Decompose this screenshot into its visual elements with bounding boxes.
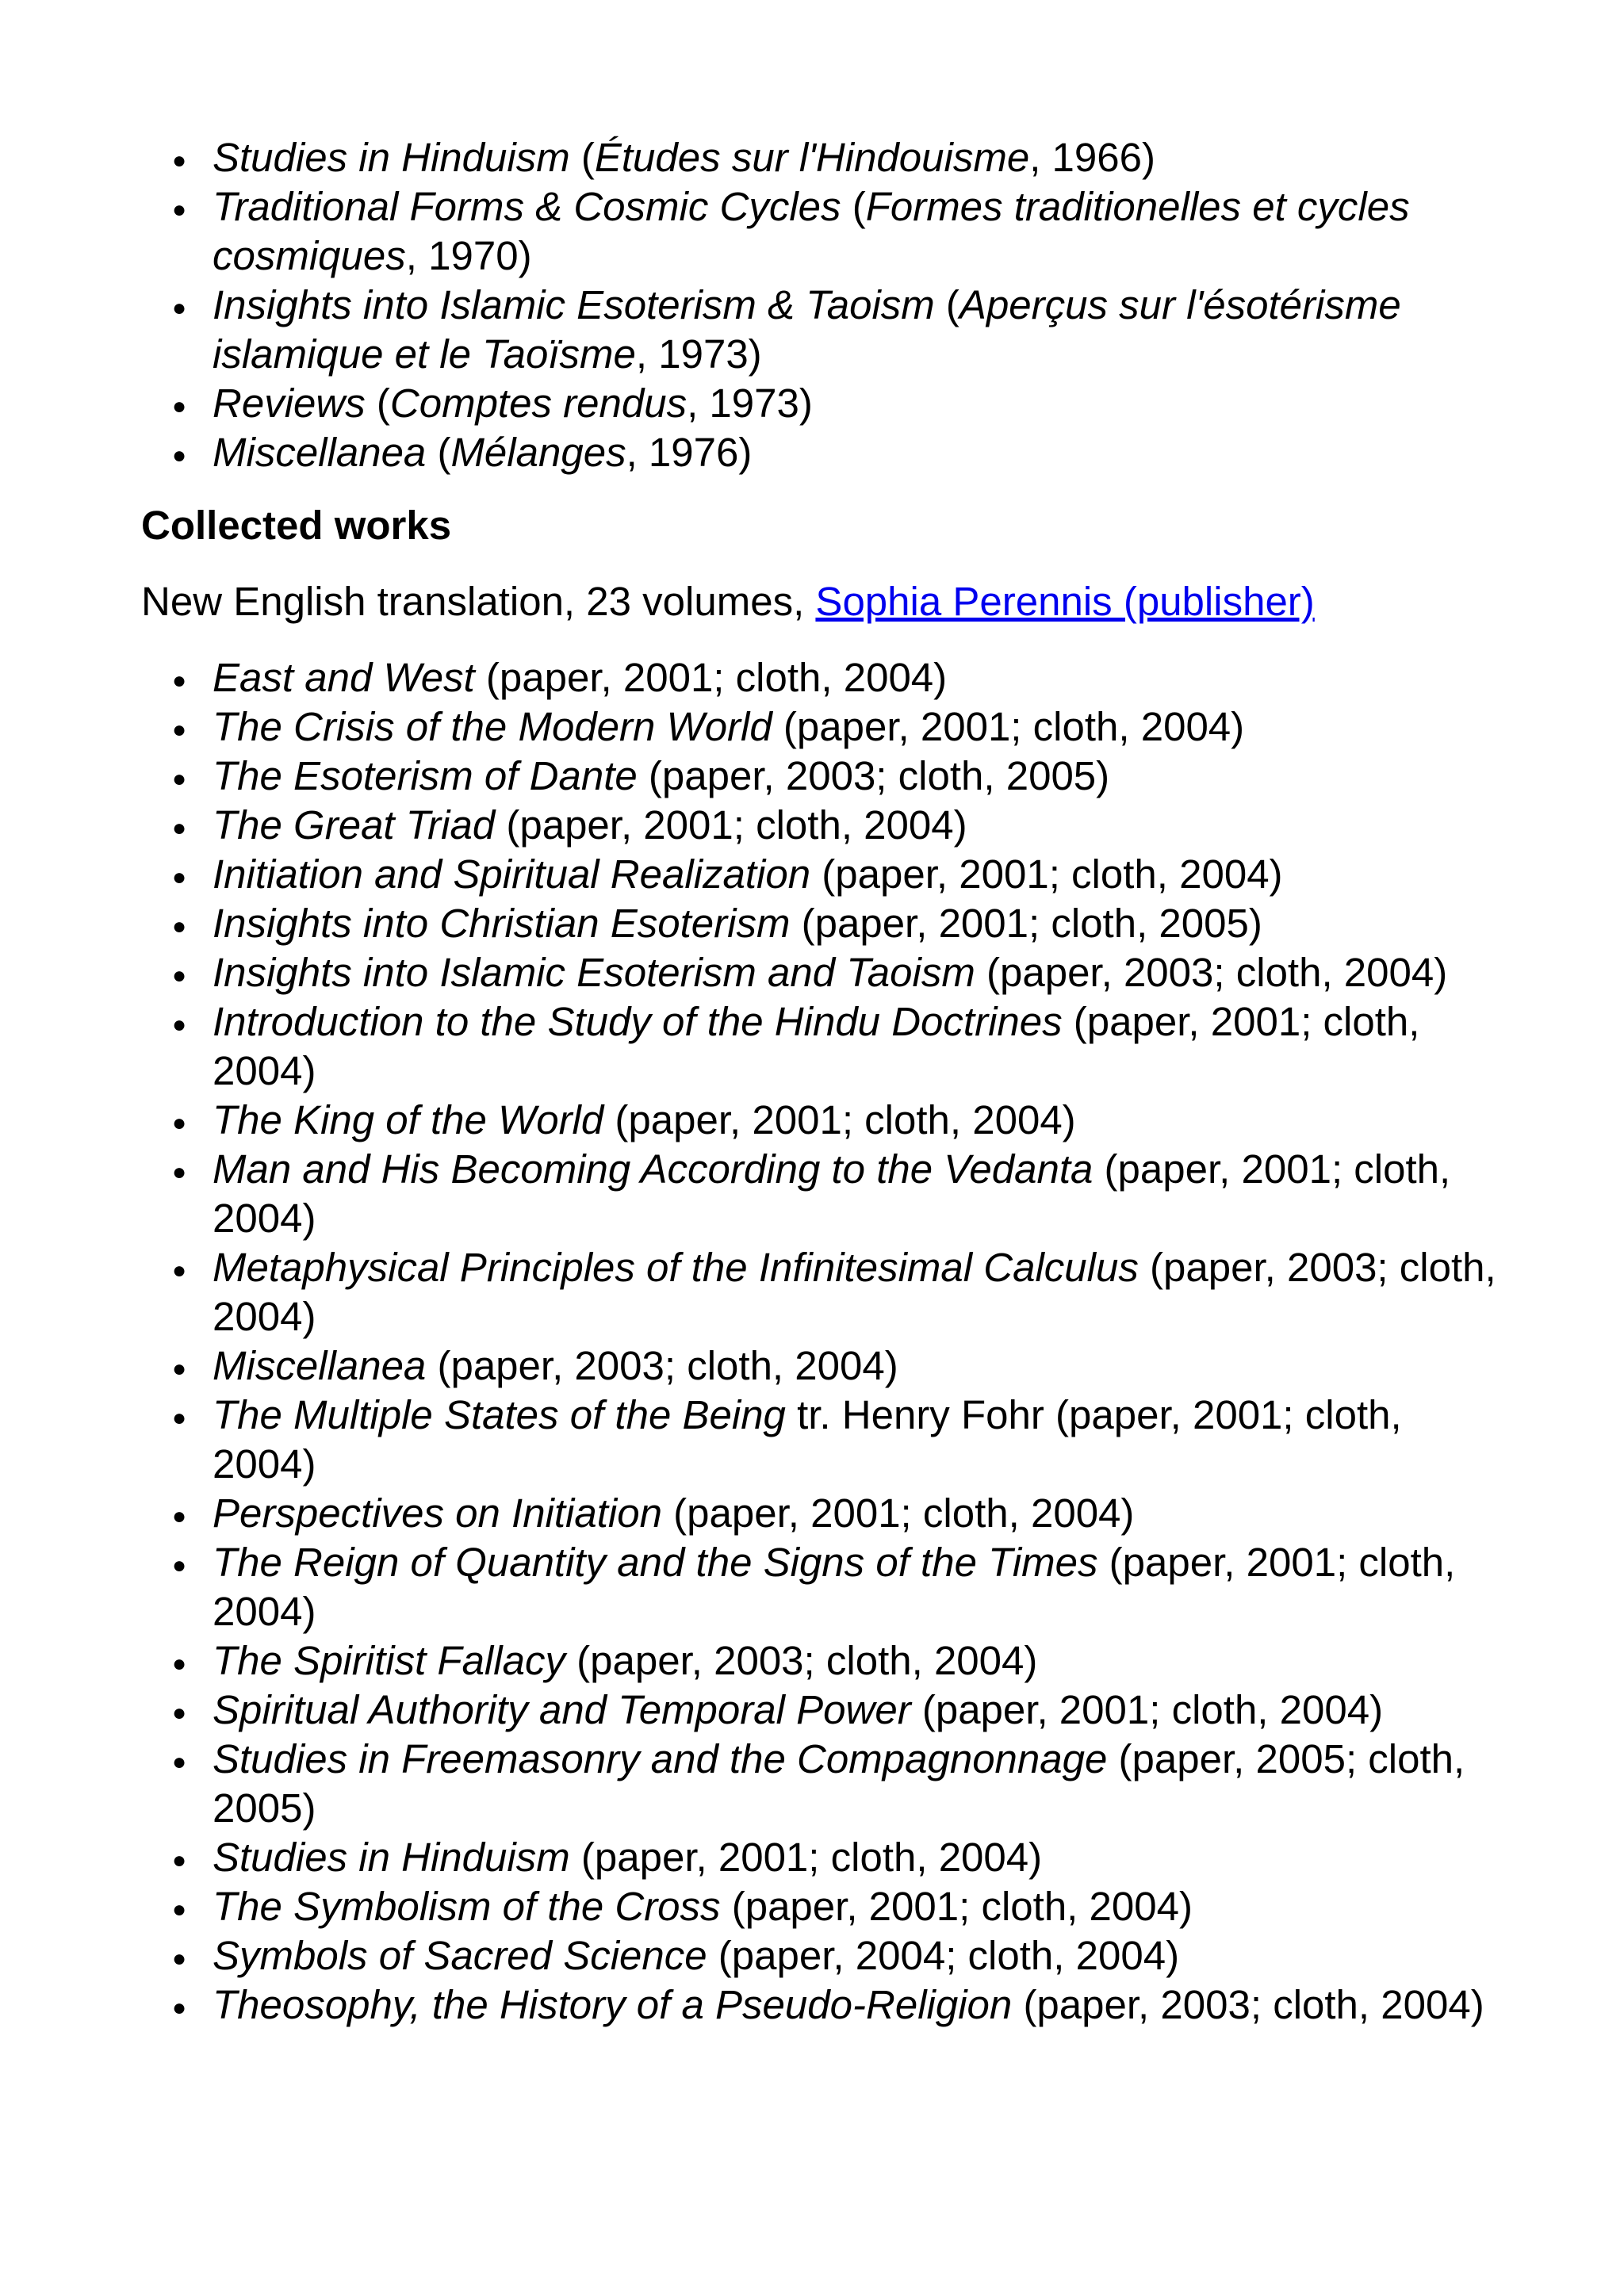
- document-page: [141, 133, 1505, 2030]
- plain-text: (: [569, 135, 595, 180]
- edition-details: (paper, 2001; cloth, 2004): [810, 851, 1283, 897]
- edition-details: (paper, 2001; cloth, 2004): [213, 999, 1420, 1093]
- book-title: Symbols of Sacred Science: [213, 1933, 707, 1978]
- list-item: [141, 1980, 1505, 2030]
- book-title: Perspectives on Initiation: [213, 1490, 662, 1536]
- plain-text: (: [426, 430, 451, 475]
- edition-details: (paper, 2001; cloth, 2004): [213, 1146, 1451, 1241]
- book-title: Initiation and Spiritual Realization: [213, 851, 811, 897]
- list-item: [141, 428, 1505, 477]
- list-item: [141, 1735, 1505, 1833]
- italic-title: Formes traditionelles et cycles cosmiques: [213, 184, 1410, 278]
- edition-details: (paper, 2003; cloth, 2004): [975, 950, 1448, 995]
- list-item: [141, 948, 1505, 997]
- section-heading-collected-works: Collected works: [141, 503, 452, 548]
- edition-details: (paper, 2001; cloth, 2004): [603, 1097, 1076, 1142]
- bullet-icon: ●: [171, 913, 187, 939]
- list-item: [141, 1243, 1505, 1341]
- book-title: Metaphysical Principles of the Infinitesimal Calculus: [213, 1245, 1139, 1290]
- list-item: [141, 1538, 1505, 1636]
- italic-title: Comptes rendus: [389, 381, 688, 426]
- bullet-icon: ●: [171, 393, 187, 419]
- list-item: [141, 1341, 1505, 1391]
- plain-text: (: [365, 381, 390, 426]
- plain-text: (: [934, 282, 959, 327]
- edition-details: (paper, 2003; cloth, 2004): [426, 1343, 898, 1388]
- book-title: The Multiple States of the Being: [213, 1392, 786, 1437]
- bullet-icon: ●: [171, 1946, 187, 1972]
- book-title: Spiritual Authority and Temporal Power: [213, 1687, 911, 1732]
- plain-text: , 1973): [687, 381, 813, 426]
- bullet-icon: ●: [171, 1749, 187, 1775]
- book-title: The King of the World: [213, 1097, 604, 1142]
- plain-text: , 1973): [635, 331, 762, 377]
- edition-details: (paper, 2003; cloth, 2004): [1012, 1982, 1484, 2027]
- bullet-icon: ●: [171, 147, 187, 174]
- list-item: [141, 1931, 1505, 1980]
- edition-details: (paper, 2003; cloth, 2005): [637, 753, 1110, 798]
- bullet-icon: ●: [171, 766, 187, 792]
- bullet-icon: ●: [171, 295, 187, 321]
- bullet-icon: ●: [171, 815, 187, 841]
- plain-text: , 1976): [626, 430, 753, 475]
- collected-works-intro: [141, 577, 1505, 626]
- edition-details: (paper, 2001; cloth, 2004): [495, 802, 967, 848]
- list-item: [141, 1882, 1505, 1931]
- plain-text: , 1970): [405, 233, 532, 278]
- bullet-icon: ●: [171, 1700, 187, 1726]
- bullet-icon: ●: [171, 1503, 187, 1529]
- edition-details: (paper, 2001; cloth, 2005): [790, 901, 1262, 946]
- book-title: Studies in Hinduism: [213, 1835, 570, 1880]
- list-item: [141, 1391, 1505, 1489]
- bullet-icon: ●: [171, 1257, 187, 1284]
- bullet-icon: ●: [171, 668, 187, 694]
- italic-title: Mélanges: [450, 430, 626, 475]
- italic-title: Insights into Islamic Esoterism & Taoism: [213, 282, 935, 327]
- edition-details: (paper, 2001; cloth, 2004): [772, 704, 1245, 749]
- bullet-icon: ●: [171, 197, 187, 223]
- book-title: Miscellanea: [213, 1343, 427, 1388]
- intro-text: New English translation, 23 volumes,: [141, 579, 816, 624]
- bullet-icon: ●: [171, 717, 187, 743]
- list-item: [141, 182, 1505, 281]
- bullet-icon: ●: [171, 1159, 187, 1185]
- bullet-icon: ●: [171, 1405, 187, 1431]
- book-title: Studies in Freemasonry and the Compagnonnage: [213, 1736, 1108, 1781]
- list-item: [141, 1833, 1505, 1882]
- book-title: The Symbolism of the Cross: [213, 1884, 721, 1929]
- edition-details: (paper, 2001; cloth, 2004): [720, 1884, 1193, 1929]
- edition-details: (paper, 2001; cloth, 2004): [910, 1687, 1384, 1732]
- list-item: [141, 281, 1505, 379]
- edition-details: (paper, 2001; cloth, 2004): [474, 655, 948, 700]
- edition-details: (paper, 2001; cloth, 2004): [661, 1490, 1135, 1536]
- bullet-icon: ●: [171, 1012, 187, 1038]
- bullet-icon: ●: [171, 864, 187, 890]
- edition-details: tr. Henry Fohr (paper, 2001; cloth, 2004): [213, 1392, 1402, 1487]
- plain-text: (: [841, 184, 866, 229]
- book-title: East and West: [213, 655, 475, 700]
- edition-details: (paper, 2003; cloth, 2004): [565, 1638, 1038, 1683]
- edition-details: (paper, 2005; cloth, 2005): [213, 1736, 1465, 1831]
- list-item: [141, 1636, 1505, 1686]
- list-item: [141, 1145, 1505, 1243]
- list-item: [141, 702, 1505, 752]
- bullet-icon: ●: [171, 1651, 187, 1677]
- edition-details: (paper, 2004; cloth, 2004): [707, 1933, 1180, 1978]
- edition-details: (paper, 2003; cloth, 2004): [213, 1245, 1496, 1339]
- italic-title: Études sur l'Hindouisme: [594, 135, 1030, 180]
- book-title: The Esoterism of Dante: [213, 753, 638, 798]
- list-item: [141, 752, 1505, 801]
- book-title: Insights into Islamic Esoterism and Taoism: [213, 950, 975, 995]
- list-item: [141, 379, 1505, 428]
- book-title: Introduction to the Study of the Hindu Doctrines: [213, 999, 1063, 1044]
- italic-title: Aperçus sur l'ésotérisme islamique et le Taoïsme: [213, 282, 1401, 377]
- book-title: Theosophy, the History of a Pseudo-Religion: [213, 1982, 1013, 2027]
- italic-title: Traditional Forms & Cosmic Cycles: [213, 184, 841, 229]
- list-item: [141, 1489, 1505, 1538]
- french-works-list: [141, 133, 1505, 477]
- list-item: [141, 997, 1505, 1096]
- list-item: [141, 1686, 1505, 1735]
- bullet-icon: ●: [171, 1110, 187, 1136]
- collected-works-list: [141, 653, 1505, 2030]
- bullet-icon: ●: [171, 1847, 187, 1873]
- bullet-icon: ●: [171, 1552, 187, 1578]
- list-item: [141, 801, 1505, 850]
- book-title: Man and His Becoming According to the Vedanta: [213, 1146, 1094, 1192]
- list-item: [141, 899, 1505, 948]
- italic-title: Studies in Hinduism: [213, 135, 570, 180]
- book-title: The Crisis of the Modern World: [213, 704, 772, 749]
- book-title: The Great Triad: [213, 802, 496, 848]
- publisher-link[interactable]: Sophia Perennis (publisher): [815, 579, 1315, 624]
- list-item: [141, 850, 1505, 899]
- list-item: [141, 1096, 1505, 1145]
- list-item: [141, 653, 1505, 702]
- italic-title: Reviews: [213, 381, 366, 426]
- book-title: The Spiritist Fallacy: [213, 1638, 565, 1683]
- bullet-icon: ●: [171, 442, 187, 469]
- book-title: Insights into Christian Esoterism: [213, 901, 791, 946]
- bullet-icon: ●: [171, 962, 187, 989]
- plain-text: , 1966): [1029, 135, 1155, 180]
- book-title: The Reign of Quantity and the Signs of the Times: [213, 1540, 1098, 1585]
- bullet-icon: ●: [171, 1995, 187, 2021]
- list-item: [141, 133, 1505, 182]
- bullet-icon: ●: [171, 1356, 187, 1382]
- edition-details: (paper, 2001; cloth, 2004): [569, 1835, 1043, 1880]
- bullet-icon: ●: [171, 1896, 187, 1923]
- italic-title: Miscellanea: [213, 430, 427, 475]
- edition-details: (paper, 2001; cloth, 2004): [213, 1540, 1456, 1634]
